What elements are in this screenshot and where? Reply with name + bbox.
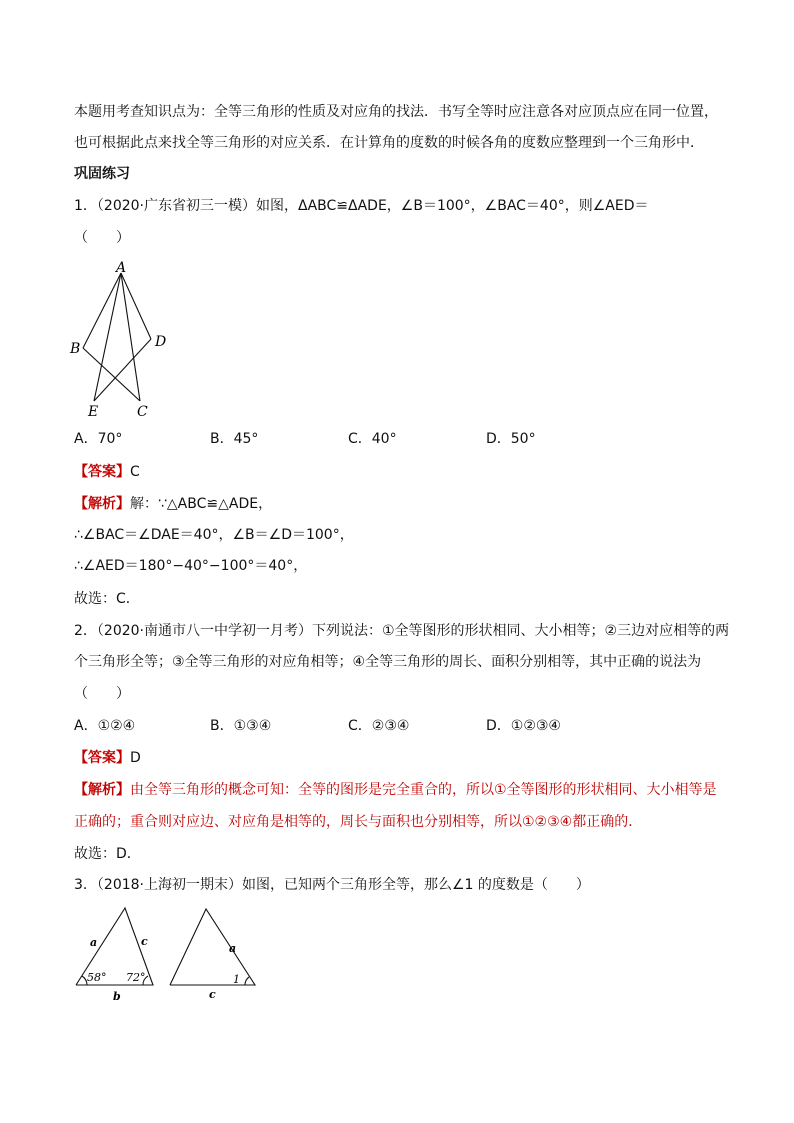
q2-choice-d: D．①②③④ [486, 718, 561, 734]
q1-analysis-2: ∴∠BAC＝∠DAE＝40°，∠B＝∠D＝100°， [74, 527, 354, 543]
intro-line-2: 也可根据此点来找全等三角形的对应关系．在计算角的度数的时候各角的度数应整理到一个三角形中． [74, 135, 704, 151]
q2-answer [74, 748, 141, 768]
analysis-text: 解：∵△ABC≌△ADE， [130, 496, 273, 512]
section-title: 巩固练习 [74, 166, 130, 182]
left-angle-58: 58° [87, 971, 107, 984]
left-side-c: c [141, 935, 148, 948]
q1-choice-b: B．45° [210, 431, 259, 447]
q2-analysis-1 [74, 780, 717, 800]
answer-tag: 【答案】 [74, 750, 130, 766]
label-A: A [116, 260, 127, 276]
q3-stem: 3．（2018·上海初一期末）如图，已知两个三角形全等，那么∠1 的度数是（ ） [74, 877, 590, 893]
answer-value: D [130, 750, 141, 766]
label-E: E [88, 404, 99, 420]
answer-value: C [130, 464, 140, 480]
right-side-a: a [229, 942, 237, 955]
q2-stem-2: 个三角形全等；③全等三角形的对应角相等；④全等三角形的周长、面积分别相等，其中正确的说法为 [74, 654, 702, 670]
label-B: B [70, 341, 81, 357]
q1-analysis-1 [74, 494, 272, 514]
q1-analysis-3: ∴∠AED＝180°−40°−100°＝40°， [74, 558, 308, 574]
q1-conclusion: 故选：C． [74, 591, 140, 607]
analysis-tag: 【解析】 [74, 782, 130, 798]
analysis-tag: 【解析】 [74, 496, 130, 512]
q1-paren: （ ） [74, 230, 130, 246]
analysis-text: 由全等三角形的概念可知：全等的图形是完全重合的，所以①全等图形的形状相同、大小相等是 [130, 782, 717, 798]
q3-figure [70, 900, 270, 1005]
q2-stem-1: 2．（2020·南通市八一中学初一月考）下列说法：①全等图形的形状相同、大小相等；②三边对应相等的两 [74, 623, 730, 639]
q1-figure [66, 256, 176, 421]
right-side-c: c [209, 988, 216, 1001]
left-side-b: b [113, 990, 121, 1003]
left-side-a: a [90, 936, 98, 949]
q1-choice-d: D．50° [486, 431, 536, 447]
q1-choice-c: C．40° [348, 431, 397, 447]
q2-conclusion: 故选：D． [74, 846, 141, 862]
label-D: D [155, 334, 167, 350]
q1-choice-a: A．70° [74, 431, 123, 447]
q2-choice-a: A．①②④ [74, 718, 136, 734]
right-angle-1: 1 [233, 973, 240, 986]
q2-choice-b: B．①③④ [210, 718, 272, 734]
label-C: C [137, 404, 148, 420]
intro-line-1: 本题用考查知识点为：全等三角形的性质及对应角的找法．书写全等时应注意各对应顶点应在同一位置， [74, 104, 718, 120]
q1-answer [74, 462, 140, 482]
q2-analysis-2: 正确的；重合则对应边、对应角是相等的，周长与面积也分别相等，所以①②③④都正确的． [74, 814, 643, 830]
q1-stem: 1．（2020·广东省初三一模）如图，ΔABC≌ΔADE，∠B＝100°，∠BAC＝40°，则∠AED＝ [74, 198, 649, 214]
answer-tag: 【答案】 [74, 464, 130, 480]
q2-choice-c: C．②③④ [348, 718, 410, 734]
left-angle-72: 72° [126, 971, 146, 984]
q2-paren: （ ） [74, 686, 130, 702]
